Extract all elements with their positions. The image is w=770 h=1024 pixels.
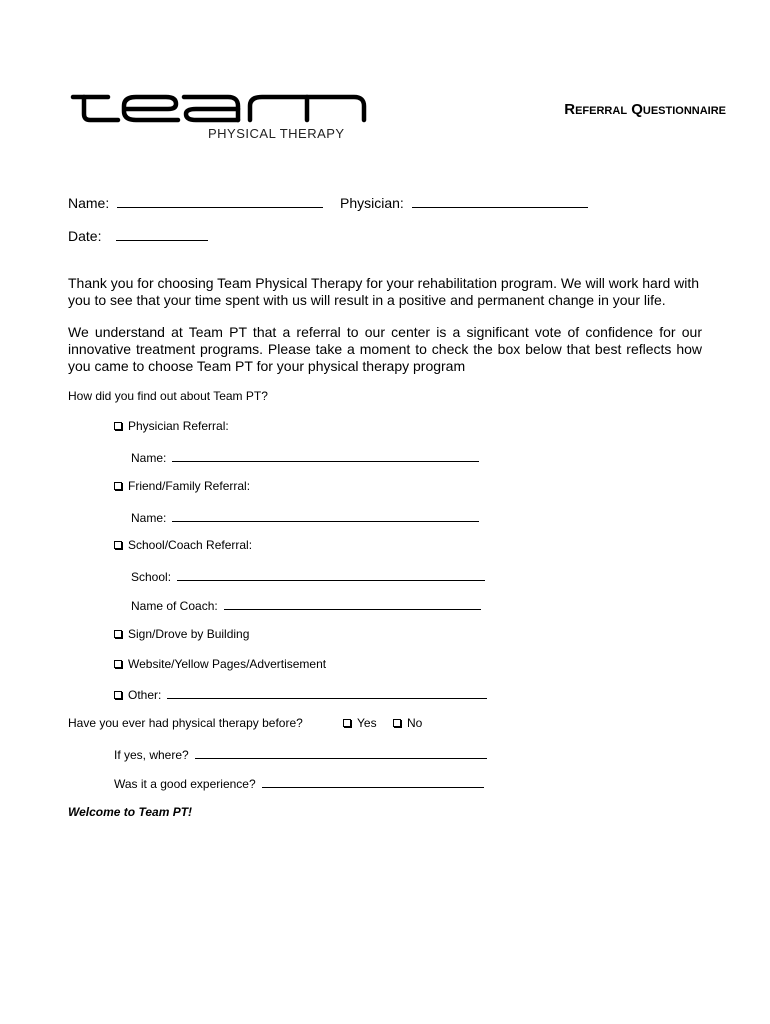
checkbox-icon[interactable] (343, 719, 351, 727)
option-sign-label: Sign/Drove by Building (128, 627, 250, 641)
school-name-row (131, 568, 485, 584)
coach-name-row (131, 597, 481, 613)
date-line[interactable] (116, 226, 208, 241)
physician-line[interactable] (412, 193, 588, 208)
option-yes-label: Yes (357, 716, 377, 730)
experience-row (114, 775, 484, 791)
option-website-label: Website/Yellow Pages/Advertisement (128, 657, 327, 671)
option-website[interactable] (114, 657, 326, 671)
friend-name-line[interactable] (172, 509, 479, 522)
option-no[interactable] (393, 716, 422, 730)
experience-line[interactable] (262, 775, 484, 788)
where-label: If yes, where? (114, 748, 189, 762)
team-logo (70, 92, 370, 144)
option-yes[interactable] (343, 716, 377, 730)
date-field-row (68, 226, 208, 244)
name-line[interactable] (117, 193, 323, 208)
name-field-row (68, 193, 323, 211)
coach-name-line[interactable] (224, 597, 481, 610)
school-name-label: School: (131, 570, 172, 584)
school-name-line[interactable] (177, 568, 485, 581)
other-line[interactable] (167, 686, 487, 699)
option-school[interactable] (114, 538, 252, 552)
checkbox-icon[interactable] (114, 541, 122, 549)
team-wordmark-icon (70, 92, 370, 124)
experience-label: Was it a good experience? (114, 777, 256, 791)
option-sign[interactable] (114, 627, 249, 641)
option-friend[interactable] (114, 479, 250, 493)
option-no-label: No (407, 716, 423, 730)
checkbox-icon[interactable] (114, 660, 122, 668)
checkbox-icon[interactable] (114, 691, 122, 699)
physician-name-line[interactable] (172, 449, 479, 462)
date-label: Date: (68, 228, 102, 244)
option-physician[interactable] (114, 419, 229, 433)
logo-subtitle: PHYSICAL THERAPY (208, 126, 345, 141)
physician-name-label: Name: (131, 451, 167, 465)
checkbox-icon[interactable] (114, 482, 122, 490)
document-title: Referral Questionnaire (564, 101, 726, 118)
pt-before-question: Have you ever had physical therapy before? (68, 716, 303, 730)
option-physician-label: Physician Referral: (128, 419, 229, 433)
friend-name-row (131, 509, 479, 525)
physician-label: Physician: (340, 195, 404, 211)
option-other-label: Other: (128, 688, 162, 702)
checkbox-icon[interactable] (114, 422, 122, 430)
option-friend-label: Friend/Family Referral: (128, 479, 251, 493)
name-label: Name: (68, 195, 110, 211)
referral-paragraph: We understand at Team PT that a referral to our center is a significant vote of confidence for our innovative treatment programs. Please take a moment to check the box below that best reflects how you came to choose Team PT for your physical therapy program (68, 324, 702, 374)
option-other[interactable] (114, 686, 487, 702)
checkbox-icon[interactable] (393, 719, 401, 727)
physician-name-row (131, 449, 479, 465)
where-line[interactable] (195, 746, 487, 759)
source-question: How did you find out about Team PT? (68, 389, 268, 403)
option-school-label: School/Coach Referral: (128, 538, 253, 552)
welcome-message: Welcome to Team PT! (68, 805, 193, 819)
physician-field-row (340, 193, 588, 211)
friend-name-label: Name: (131, 511, 167, 525)
checkbox-icon[interactable] (114, 630, 122, 638)
coach-name-label: Name of Coach: (131, 599, 218, 613)
intro-paragraph: Thank you for choosing Team Physical Therapy for your rehabilitation program. We will work hard with you to see that your time spent with us will result in a positive and permanent change in your life. (68, 275, 700, 308)
where-row (114, 746, 487, 762)
